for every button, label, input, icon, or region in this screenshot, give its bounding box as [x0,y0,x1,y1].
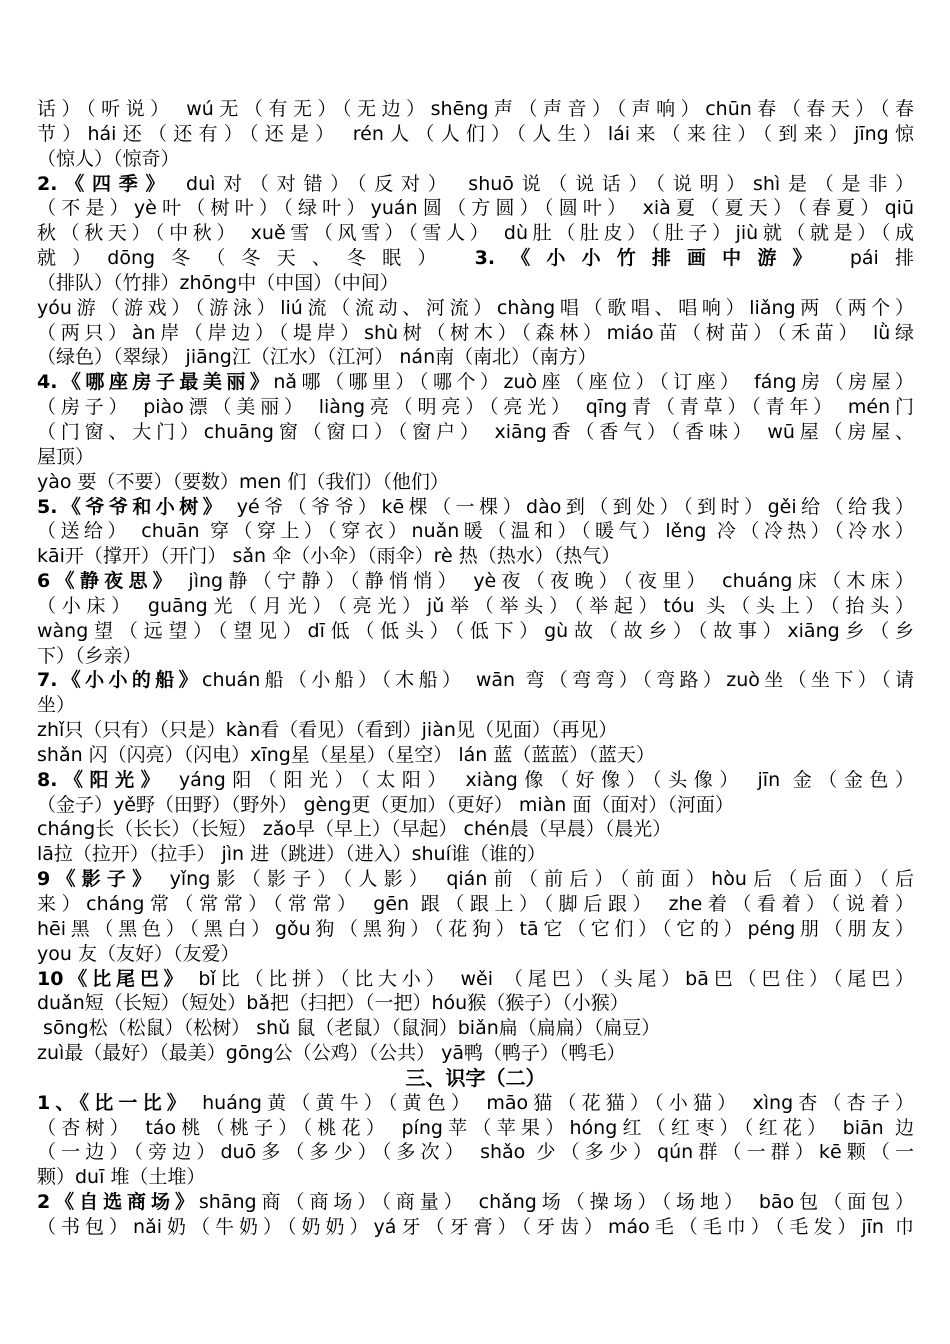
text-line [37,445,914,470]
text-line [37,967,914,992]
text-line [37,147,914,172]
vocab-text: shāng商（商场）（商量） chǎng场（操场）（场地） bāo包（面包） [198,1191,914,1214]
vocab-text: （杏树） táo桃（桃子）（桃花） píng苹（苹果）hóng红（红枣）（红花） biān 边 [37,1116,914,1139]
vocab-text: pái排 [827,247,914,270]
text-line [37,296,914,321]
vocab-text: （排队）（竹排）zhōng中（中国）（中间） [37,271,399,294]
lesson-title: 3.《小小竹排画中游》 [474,247,828,270]
vocab-text: 颗）duī 堆（土堆） [37,1166,206,1189]
text-line [37,619,914,644]
lesson-title: 6《静夜思》 [37,570,178,593]
text-line [37,370,914,395]
text-line [37,470,914,495]
text-line [37,668,914,693]
section-heading: 三、识字（二） [405,1065,546,1090]
lesson-title: 10《比尾巴》 [37,967,188,990]
lesson-title: 1、《比一比》 [37,1091,191,1114]
vocab-text: （不是）yè叶（树叶）（绿叶）yuán圆（方圆）（圆叶） xià夏（夏天）（春夏）qiū [37,197,914,220]
text-line [37,172,914,197]
vocab-text: （两只）àn岸（岸边）（堤岸）shù树（树木）（森林）miáo苗（树苗）（禾苗） lǜ绿 [37,321,914,344]
vocab-text: duǎn短（长短）（短处）bǎ把（扫把）（一把）hóu猴（猴子）（小猴） [37,992,629,1015]
text-line [37,594,914,619]
vocab-text: yáng阳（阳光）（太阳） xiàng像（好像）（头像） jīn 金（金色） [166,768,914,791]
lesson-title: 4.《哪座房子最美丽》 [37,371,274,394]
lesson-title: 7.《小小的船》 [37,669,203,692]
vocab-text: yé爷（爷爷）kē棵（一棵）dào到（到处）（到时）gěi给（给我） [226,495,914,518]
vocab-text: zhǐ只（只有）（只是）kàn看（看见）（看到）jiàn见（见面）（再见） [37,719,618,742]
vocab-text: 就）dōng冬（冬天、冬眠） [37,247,475,270]
text-line [37,743,914,768]
vocab-text: cháng长（长长）（长短） zǎo早（早上）（早起） chén晨（早晨）（晨光） [37,818,672,841]
vocab-text: yǐng影（影子）（人影） qián前（前后）（前面）hòu后（后面）（后 [157,868,914,891]
vocab-text: （一边）（旁边）duō多（多少）（多次） shǎo 少（多少）qún群（一群）kē颗（一 [37,1141,914,1164]
text-line [37,991,914,1016]
lesson-title: 2《自选商场》 [37,1191,199,1214]
lesson-title: 8.《阳光》 [37,768,167,791]
vocab-text: （房子） piào漂（美丽） liàng亮（明亮）（亮光） qīng青（青草）（青年） mén门 [37,396,914,419]
vocab-text: （惊人）（惊奇） [37,147,180,170]
vocab-text: 来）cháng常（常常）（常常） gēn 跟（跟上）（脚后跟） zhe着（看着）（说着） [37,893,914,915]
vocab-text: （书包）nǎi奶（牛奶）（奶奶）yá牙（牙膏）（牙齿）máo毛（毛巾）（毛发）jīn 巾 [37,1215,914,1238]
vocab-text: you 友（友好）（友爱） [37,942,240,965]
vocab-text: 话）（听说） wú无（有无）（无边）shēng声（声音）（声响）chūn春（春天）（春 [37,98,914,120]
vocab-text: chuán船（小船）（木船） wān 弯（弯弯）（弯路）zuò坐（坐下）（请 [202,669,914,692]
text-line [37,693,914,718]
text-line [37,420,914,445]
lesson-title: 9《影子》 [37,868,158,891]
text-line [37,817,914,842]
text-line [37,867,914,892]
text-line [37,1165,914,1190]
text-line [37,793,914,818]
text-line [37,569,914,594]
vocab-text: duì对（对错）（反对） shuō说（说话）（说明）shì是（是非） [172,172,914,195]
text-line [37,644,914,669]
text-line [37,1140,914,1165]
text-line [37,1041,914,1066]
text-line [37,892,914,917]
text-line [37,345,914,370]
text-line [37,917,914,942]
text-line [37,718,914,743]
vocab-text: sōng松（松鼠）（松树） shǔ 鼠（老鼠）（鼠洞）biǎn扁（扁扁）（扁豆） [37,1017,661,1040]
vocab-text: zuì最（最好）（最美）gōng公（公鸡）（公共） yā鸭（鸭子）（鸭毛） [37,1042,626,1065]
vocab-text: 坐） [37,694,76,717]
text-line [37,271,914,296]
text-line [37,519,914,544]
vocab-text: （金子）yě野（田野）（野外） gèng更（更加）（更好） miàn 面（面对）（河面） [37,793,734,816]
vocab-text: （门窗、大门）chuāng窗（窗口）（窗户） xiāng香（香气）（香味） wū屋（房屋、 [37,420,914,443]
text-line [37,1190,914,1215]
text-line [37,246,914,271]
vocab-text: 节）hái还（还有）（还是） rén人（人们）（人生）lái来（来往）（到来）jīng惊 [37,122,914,145]
text-line [37,1215,914,1240]
text-line [37,942,914,967]
text-line [37,544,914,569]
vocab-text: （送给） chuān 穿（穿上）（穿衣）nuǎn暖（温和）（暖气）lěng 冷（冷热）（冷水） [37,520,914,543]
text-line [37,768,914,793]
vocab-text: huáng黄（黄牛）（黄色） māo猫（花猫）（小猫） xìng杏（杏子） [190,1091,914,1114]
vocab-text: lā拉（拉开）（拉手） jìn 进（跳进）（进入）shuí谁（谁的） [37,843,546,866]
vocab-text: （绿色）（翠绿） jiāng江（江水）（江河） nán南（南北）（南方） [37,346,597,369]
text-line [37,97,914,122]
vocab-text: 秋（秋天）（中秋） xuě雪（风雪）（雪人） dù肚（肚皮）（肚子）jiù就（就是）（成 [37,222,914,245]
vocab-text: kāi开（撑开）（开门） sǎn 伞（小伞）（雨伞）rè 热（热水）（热气） [37,545,621,568]
text-line [37,1016,914,1041]
text-line [37,1116,914,1141]
text-line [37,221,914,246]
text-line [37,395,914,420]
vocab-text: hēi黑（黑色）（黑白）gǒu狗（黑狗）（花狗）tā它（它们）（它的）péng朋（朋友） [37,917,914,940]
vocab-text: 屋顶） [37,445,95,468]
vocab-text: 下）（乡亲） [37,644,142,667]
text-line [37,196,914,221]
vocab-text: wàng望（远望）（望见）dī低（低头）（低下）gù故（故乡）（故事）xiāng乡（乡 [37,619,914,642]
text-line [37,842,914,867]
vocab-text: shǎn 闪（闪亮）（闪电）xīng星（星星）（星空） lán 蓝（蓝蓝）（蓝天） [37,743,655,766]
text-line [37,1091,914,1116]
vocab-text: yào 要（不要）（要数）men 们（我们）（他们） [37,470,449,493]
vocab-text: jìng静（宁静）（静悄悄） yè夜（夜晚）（夜里） chuáng床（木床） [177,570,914,593]
vocab-text: bǐ比（比拼）（比大小） wěi （尾巴）（头尾）bā巴（巴住）（尾巴） [187,967,914,990]
text-line [37,122,914,147]
vocab-text: （小床） guāng光（月光）（亮光）jǔ举（举头）（举起）tóu 头（头上）（抬头） [37,594,914,617]
text-line [37,495,914,520]
vocab-text: yóu游（游戏）（游泳）liú流（流动、河流）chàng唱（歌唱、唱响）liǎng两（两个） [37,296,914,319]
lesson-title: 5.《爷爷和小树》 [37,495,227,518]
vocab-text: nǎ哪（哪里）（哪个）zuò座（座位）（订座） fáng房（房屋） [273,371,914,394]
lesson-title: 2.《四季》 [37,172,173,195]
text-line [37,321,914,346]
